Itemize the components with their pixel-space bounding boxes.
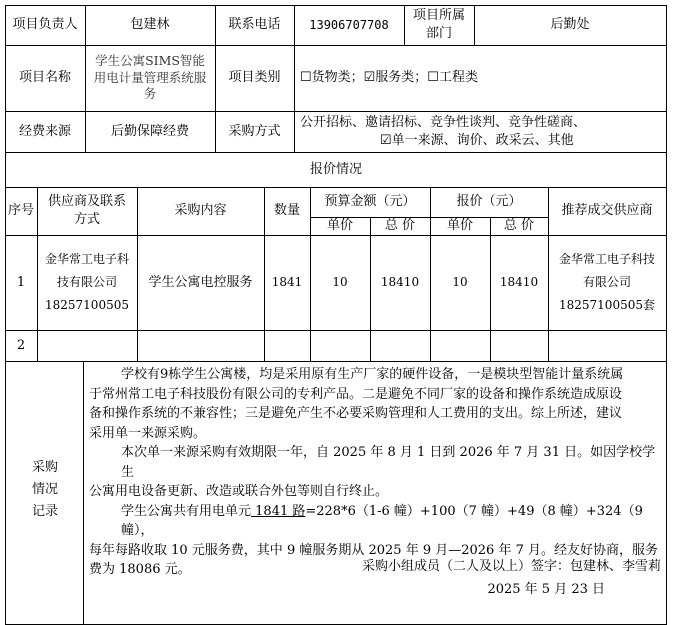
fund-source-value: 后勤保障经费: [110, 123, 189, 139]
fund-source-label: 经费来源: [18, 123, 71, 139]
row1-recommended: [550, 235, 664, 330]
row2-quote-total: [490, 330, 548, 361]
row1-quote-unit: 10: [452, 275, 468, 290]
row1-recommended-phone: 18257100505套: [559, 297, 655, 312]
row1-supplier-phone: 18257100505: [45, 297, 129, 312]
row1-quote-total: 18410: [499, 275, 539, 290]
signature-line: 采购小组成员（二人及以上）签字：包建林、李雪莉: [361, 559, 661, 575]
row2-qty: [264, 330, 310, 361]
leader-value: 包建林: [130, 17, 170, 33]
quote-section-title: 报价情况: [309, 161, 362, 177]
row2-supplier: [37, 330, 137, 361]
para3-line-first: [89, 502, 663, 541]
phone-value: 13906707708: [309, 17, 389, 32]
record-label: 采购情况记录: [31, 460, 58, 519]
dept-label: 项目所属部门: [412, 8, 465, 41]
quote-unit-header: 单价: [446, 218, 473, 234]
para1-line: 备和操作系统的不兼容性；三是避免产生不必要采购管理和人工费用的支出。综上所述，建议: [89, 406, 623, 421]
leader-label: 项目负责人: [12, 17, 78, 33]
dept-value: 后勤处: [550, 17, 590, 33]
col-quote-header: 报价（元）: [456, 194, 522, 210]
record-date: 2025 年 5 月 23 日: [487, 582, 605, 598]
row2-recommended: [548, 330, 666, 361]
row2-seq: 2: [16, 337, 26, 353]
para3-line: 费为 18086 元。: [89, 562, 191, 577]
method-options: [294, 111, 666, 152]
row2-budget-unit: [310, 330, 370, 361]
row1-supplier: [39, 235, 135, 330]
row1-seq: 1: [16, 274, 26, 290]
method-line-1: 公开招标、邀请招标、竞争性谈判、竞争性磋商、: [300, 114, 587, 130]
rule: [83, 361, 84, 625]
method-label: 采购方式: [228, 123, 281, 139]
method-line-2: ☑单一来源、询价、政采云、其他: [380, 132, 574, 148]
project-name-label: 项目名称: [18, 70, 71, 86]
record-body: [89, 365, 663, 580]
para1-line: 于常州常工电子科技股份有限公司的专利产品。二是避免不同厂家的设备和操作系统造成原设: [89, 386, 623, 402]
row2-quote-unit: [430, 330, 490, 361]
category-label: 项目类别: [228, 70, 281, 86]
project-name-value: 学生公寓SIMS智能用电计量管理系统服务: [93, 52, 207, 102]
category-options: ☐货物类；☑服务类；☐工程类: [300, 70, 478, 86]
para3-underlined: 1841 路: [251, 503, 306, 519]
col-recommended-header: 推荐成交供应商: [561, 203, 653, 219]
col-budget-header: 预算金额（元）: [324, 194, 416, 210]
budget-total-header: 总 价: [384, 218, 416, 234]
para3-line: 每年每路收取 10 元服务费，其中 9 幢服务期从 2025 年 9 月—2026 年 7 月。经友好协商，服务: [89, 542, 658, 558]
rule: [5, 361, 667, 362]
para2-line: 公寓用电设备更新、改造或联合外包等则自行终止。: [89, 484, 389, 499]
para1-line: 学校有9栋学生公寓楼，均是采用原有生产厂家的硬件设备，一是模块型智能计量系统属: [121, 367, 624, 382]
col-qty-header: 数量: [273, 203, 300, 219]
rule: [404, 5, 405, 45]
para2-line: 本次单一来源采购有效期限一年，自 2025 年 8 月 1 日到 2026 年 7 月 31 日。如因学校学生: [121, 445, 656, 480]
row2-content: [137, 330, 264, 361]
para3-prefix: 学生公寓共有用电单元: [121, 503, 252, 519]
row1-recommended-name: 金华常工电子科技有限公司: [558, 252, 655, 290]
quote-total-header: 总 价: [503, 218, 535, 234]
row1-budget-total: 18410: [380, 275, 420, 290]
row1-qty: 1841: [271, 275, 303, 290]
para3-rest: =228*6（1-6 幢）+100（7 幢）+49（8 幢）+324（9 幢），: [121, 503, 643, 538]
rule: [666, 5, 667, 625]
row2-budget-total: [370, 330, 430, 361]
phone-label: 联系电话: [228, 17, 281, 33]
row1-supplier-name: 金华常工电子科技有限公司: [44, 252, 129, 290]
row1-content: 学生公寓电控服务: [148, 274, 253, 290]
col-supplier-header: 供应商及联系方式: [47, 194, 126, 227]
col-seq-header: 序号: [7, 203, 34, 219]
col-content-header: 采购内容: [174, 203, 227, 219]
procurement-form: [5, 5, 667, 625]
row1-budget-unit: 10: [332, 275, 348, 290]
para1-line: 采用单一来源采购。: [89, 425, 207, 441]
budget-unit-header: 单价: [326, 218, 353, 234]
